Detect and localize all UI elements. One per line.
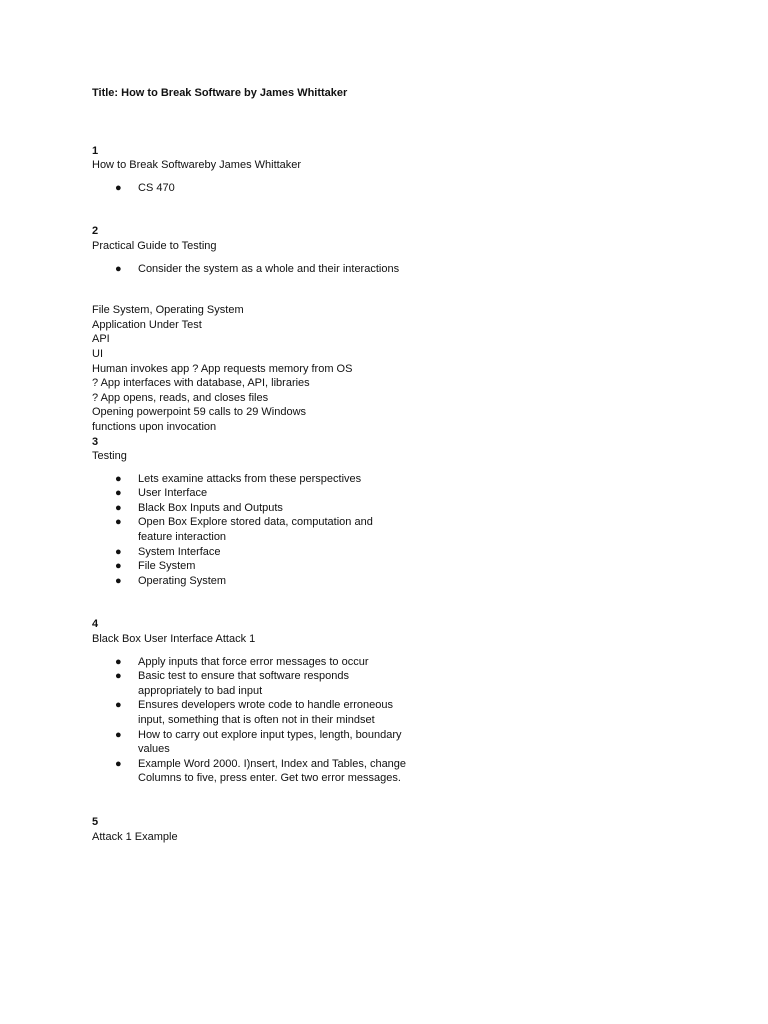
bullet-icon: ● <box>115 757 122 770</box>
plain-text-block <box>92 303 712 434</box>
text-line: Opening powerpoint 59 calls to 29 Windows <box>92 406 307 419</box>
list-item <box>92 262 408 277</box>
section-heading: Testing <box>92 450 127 463</box>
bullet-icon: ● <box>115 181 122 194</box>
bullet-icon: ● <box>115 501 122 514</box>
list-item <box>92 181 408 196</box>
bullet-icon: ● <box>115 655 122 668</box>
list-item-text: User Interface <box>138 487 208 500</box>
section-heading: Practical Guide to Testing <box>92 239 217 252</box>
bullet-icon: ● <box>115 728 122 741</box>
list-item-text: Example Word 2000. I)nsert, Index and Tables, change Columns to five, press enter. Get two error messages. <box>138 757 407 785</box>
section-2 <box>92 224 712 434</box>
document-title: Title: How to Break Software by James Whittaker <box>92 87 348 99</box>
bullet-icon: ● <box>115 560 122 573</box>
section-number: 2 <box>92 225 99 238</box>
section-number: 5 <box>92 815 99 828</box>
bullet-icon: ● <box>115 670 122 683</box>
text-line: ? App interfaces with database, API, libraries <box>92 377 310 390</box>
list-item-text: System Interface <box>138 545 221 558</box>
text-line: ? App opens, reads, and closes files <box>92 391 269 404</box>
bullet-list <box>92 472 712 589</box>
list-item <box>92 501 408 516</box>
section-3 <box>92 435 712 589</box>
section-number: 3 <box>92 435 99 448</box>
section-4 <box>92 617 712 786</box>
section-number: 4 <box>92 618 99 631</box>
text-line: Human invokes app ? App requests memory from OS <box>92 362 353 375</box>
list-item <box>92 559 408 574</box>
list-item-text: Apply inputs that force error messages to occur <box>138 655 369 668</box>
text-line: UI <box>92 347 103 360</box>
bullet-icon: ● <box>115 574 122 587</box>
bullet-icon: ● <box>115 545 122 558</box>
section-5 <box>92 815 712 844</box>
section-heading: How to Break Softwareby James Whittaker <box>92 159 302 172</box>
section-heading: Attack 1 Example <box>92 830 178 843</box>
section-number: 1 <box>92 144 99 157</box>
list-item <box>92 669 408 698</box>
list-item-text: How to carry out explore input types, length, boundary values <box>138 728 402 756</box>
list-item-text: Lets examine attacks from these perspectives <box>138 472 362 485</box>
bullet-list <box>92 655 712 786</box>
text-line: File System, Operating System <box>92 304 244 317</box>
list-item-text: CS 470 <box>138 181 175 194</box>
bullet-icon: ● <box>115 262 122 275</box>
section-heading: Black Box User Interface Attack 1 <box>92 633 256 646</box>
bullet-icon: ● <box>115 487 122 500</box>
bullet-icon: ● <box>115 699 122 712</box>
bullet-icon: ● <box>115 472 122 485</box>
list-item <box>92 698 408 727</box>
list-item-text: Ensures developers wrote code to handle erroneous input, something that is often not in their mindset <box>138 699 393 726</box>
section-1 <box>92 144 712 196</box>
list-item-text: Consider the system as a whole and their interactions <box>138 262 400 275</box>
list-item-text: Basic test to ensure that software responds appropriately to bad input <box>138 670 349 697</box>
bullet-icon: ● <box>115 516 122 529</box>
list-item-text: File System <box>138 560 196 573</box>
list-item <box>92 486 408 501</box>
bullet-list <box>92 262 712 277</box>
list-item <box>92 472 408 487</box>
list-item <box>92 515 408 544</box>
text-line: Application Under Test <box>92 318 202 331</box>
list-item <box>92 545 408 560</box>
list-item-text: Open Box Explore stored data, computation and feature interaction <box>138 516 373 544</box>
list-item <box>92 655 408 670</box>
list-item-text: Black Box Inputs and Outputs <box>138 501 283 514</box>
list-item <box>92 574 408 589</box>
bullet-list <box>92 181 712 196</box>
text-line: API <box>92 333 110 346</box>
list-item <box>92 728 408 757</box>
list-item <box>92 757 408 786</box>
text-line: functions upon invocation <box>92 420 217 433</box>
document-page <box>92 86 712 844</box>
list-item-text: Operating System <box>138 574 227 587</box>
